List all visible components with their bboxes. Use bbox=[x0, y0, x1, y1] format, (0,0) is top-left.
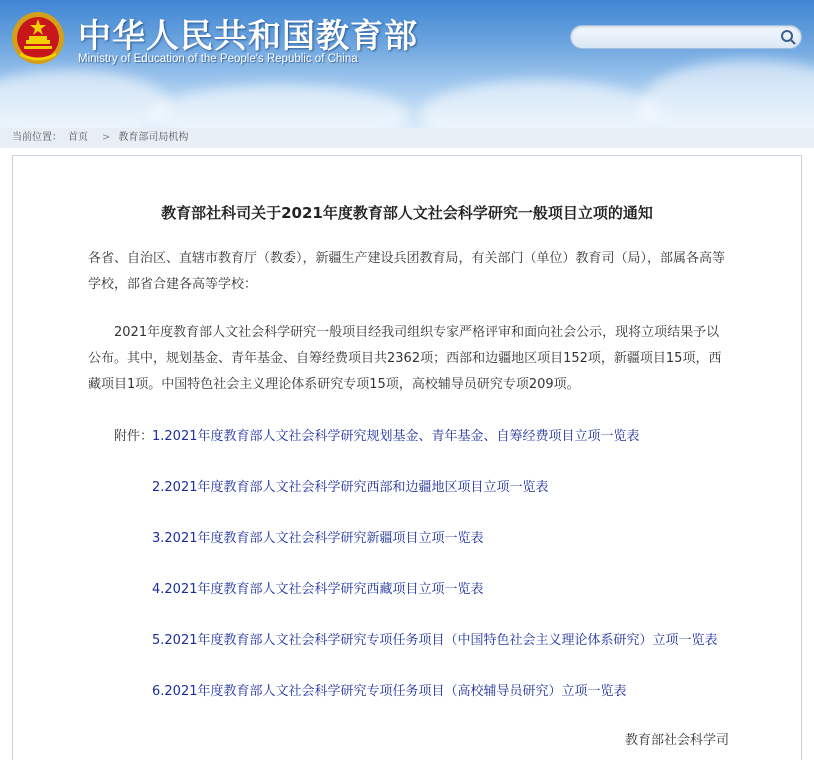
attachment-link-4[interactable]: 4.2021年度教育部人文社会科学研究西藏项目立项一览表 bbox=[152, 582, 484, 597]
breadcrumb-separator: > bbox=[102, 132, 111, 143]
attachment-link-6[interactable]: 6.2021年度教育部人文社会科学研究专项任务项目（高校辅导员研究）立项一览表 bbox=[152, 684, 627, 699]
search-input[interactable] bbox=[581, 28, 771, 46]
search-icon[interactable] bbox=[779, 28, 797, 46]
search-box bbox=[570, 25, 802, 49]
attachment-link-1[interactable]: 1.2021年度教育部人文社会科学研究规划基金、青年基金、自筹经费项目立项一览表 bbox=[152, 429, 640, 444]
breadcrumb-prefix: 当前位置： bbox=[12, 132, 62, 143]
article-title: 教育部社科司关于2021年度教育部人文社会科学研究一般项目立项的通知 bbox=[161, 204, 653, 222]
breadcrumb-home[interactable]: 首页 bbox=[68, 132, 88, 143]
site-header bbox=[0, 0, 814, 128]
cloud-decoration bbox=[150, 85, 410, 128]
attachments-label: 附件： bbox=[114, 429, 154, 444]
site-title-cn[interactable]: 中华人民共和国教育部 bbox=[78, 16, 418, 55]
attachment-link-2[interactable]: 2.2021年度教育部人文社会科学研究西部和边疆地区项目立项一览表 bbox=[152, 480, 549, 495]
national-emblem-icon[interactable] bbox=[10, 10, 66, 66]
site-title-en: Ministry of Education of the People's Republic of China bbox=[78, 53, 358, 65]
article-body: 2021年度教育部人文社会科学研究一般项目经我司组织专家严格评审和面向社会公示，现将立项结果予以公布。其中，规划基金、青年基金、自筹经费项目共2362项；西部和边疆地区项目152项，新疆项目15项，西藏项目1项。中国特色社会主义理论体系研究专项15项，高校辅导员研究专项209项。 bbox=[88, 325, 722, 392]
attachment-link-3[interactable]: 3.2021年度教育部人文社会科学研究新疆项目立项一览表 bbox=[152, 531, 484, 546]
article-salutation: 各省、自治区、直辖市教育厅（教委），新疆生产建设兵团教育局，有关部门（单位）教育司（局），部属各高等学校，部省合建各高等学校： bbox=[88, 251, 726, 292]
breadcrumb-section[interactable]: 教育部司局机构 bbox=[118, 132, 189, 143]
cloud-decoration bbox=[420, 80, 660, 128]
cloud-decoration bbox=[640, 60, 814, 128]
attachment-link-5[interactable]: 5.2021年度教育部人文社会科学研究专项任务项目（中国特色社会主义理论体系研究）立项一览表 bbox=[152, 633, 718, 648]
article-signature: 教育部社会科学司 bbox=[625, 733, 730, 748]
cloud-decoration bbox=[0, 70, 170, 128]
breadcrumb bbox=[0, 128, 814, 148]
